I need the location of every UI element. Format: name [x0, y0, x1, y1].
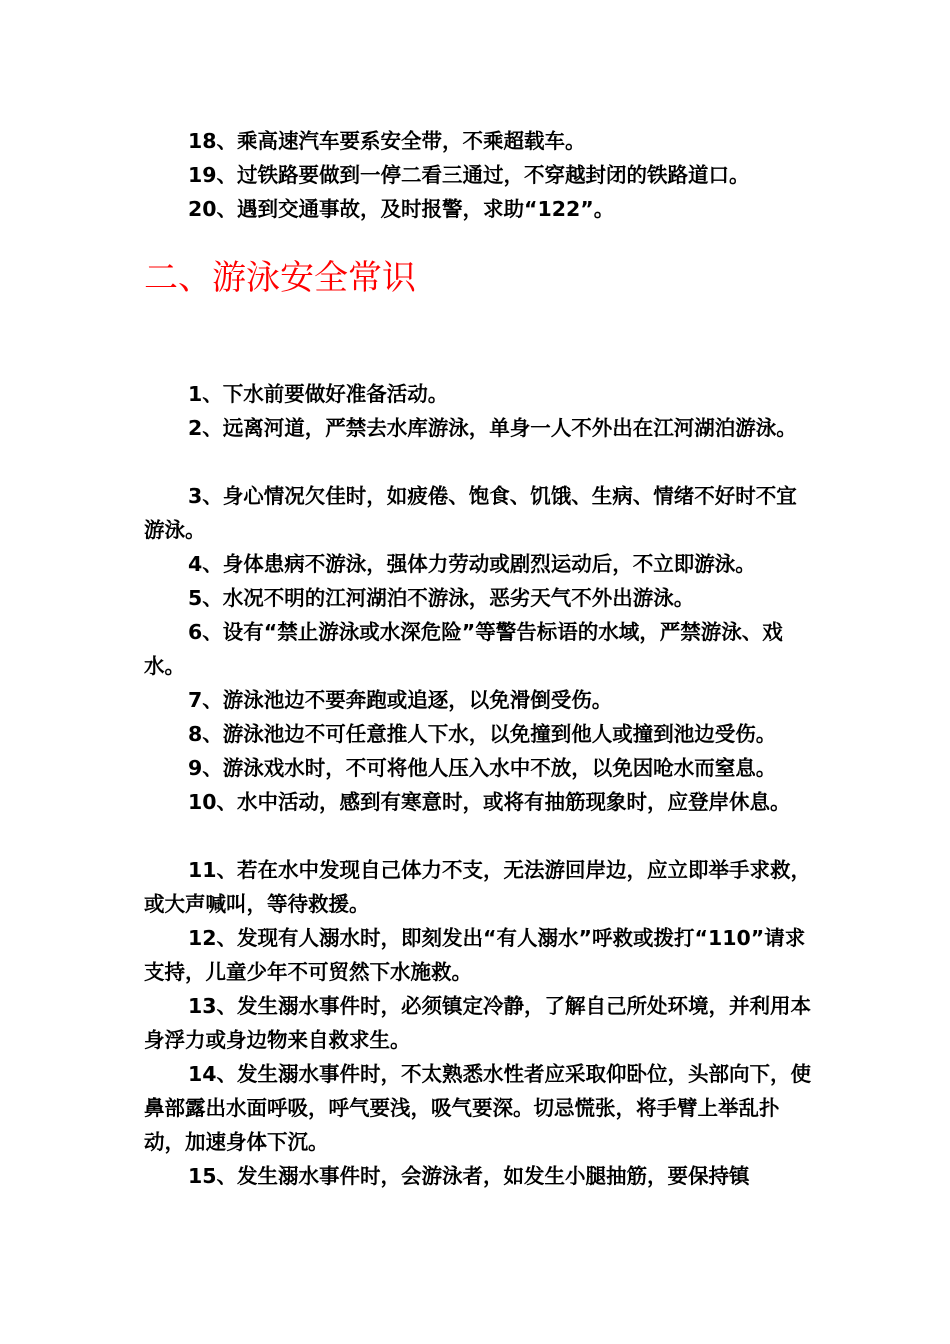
traffic-item-18: 18、乘高速汽车要系安全带，不乘超载车。 — [188, 129, 586, 153]
section-heading: 二、游泳安全常识 — [144, 258, 416, 298]
swim-item-7: 7、游泳池边不要奔跑或追逐，以免滑倒受伤。 — [188, 688, 613, 712]
swim-item-13: 13、发生溺水事件时，必须镇定冷静，了解自己所处环境，并利用本身浮力或身边物来自救求生。 — [144, 994, 812, 1052]
swim-item-10: 10、水中活动，感到有寒意时，或将有抽筋现象时，应登岸休息。 — [188, 790, 791, 814]
swim-item-9: 9、游泳戏水时，不可将他人压入水中不放，以免因呛水而窒息。 — [188, 756, 777, 780]
swim-item-12: 12、发现有人溺水时，即刻发出“有人溺水”呼救或拨打“110”请求支持，儿童少年不可贸然下水施救。 — [144, 926, 806, 984]
swim-item-1: 1、下水前要做好准备活动。 — [188, 382, 449, 406]
swim-item-11: 11、若在水中发现自己体力不支，无法游回岸边，应立即举手求救，或大声喊叫，等待救援。 — [144, 858, 812, 916]
swim-item-4: 4、身体患病不游泳，强体力劳动或剧烈运动后，不立即游泳。 — [188, 552, 756, 576]
swim-item-15: 15、发生溺水事件时，会游泳者，如发生小腿抽筋，要保持镇 — [188, 1164, 750, 1188]
swim-item-14: 14、发生溺水事件时，不太熟悉水性者应采取仰卧位，头部向下，使鼻部露出水面呼吸，呼气要浅，吸气要深。切忌慌张，将手臂上举乱扑动，加速身体下沉。 — [144, 1062, 812, 1154]
traffic-item-20: 20、遇到交通事故，及时报警，求助“122”。 — [188, 197, 615, 221]
traffic-item-19: 19、过铁路要做到一停二看三通过，不穿越封闭的铁路道口。 — [188, 163, 750, 187]
swim-item-2: 2、远离河道，严禁去水库游泳，单身一人不外出在江河湖泊游泳。 — [188, 416, 797, 440]
swim-item-6: 6、设有“禁止游泳或水深危险”等警告标语的水域，严禁游泳、戏水。 — [144, 620, 783, 678]
swim-item-3: 3、身心情况欠佳时，如疲倦、饱食、饥饿、生病、情绪不好时不宜游泳。 — [144, 484, 797, 542]
swim-item-8: 8、游泳池边不可任意推人下水，以免撞到他人或撞到池边受伤。 — [188, 722, 777, 746]
swim-item-5: 5、水况不明的江河湖泊不游泳，恶劣天气不外出游泳。 — [188, 586, 695, 610]
